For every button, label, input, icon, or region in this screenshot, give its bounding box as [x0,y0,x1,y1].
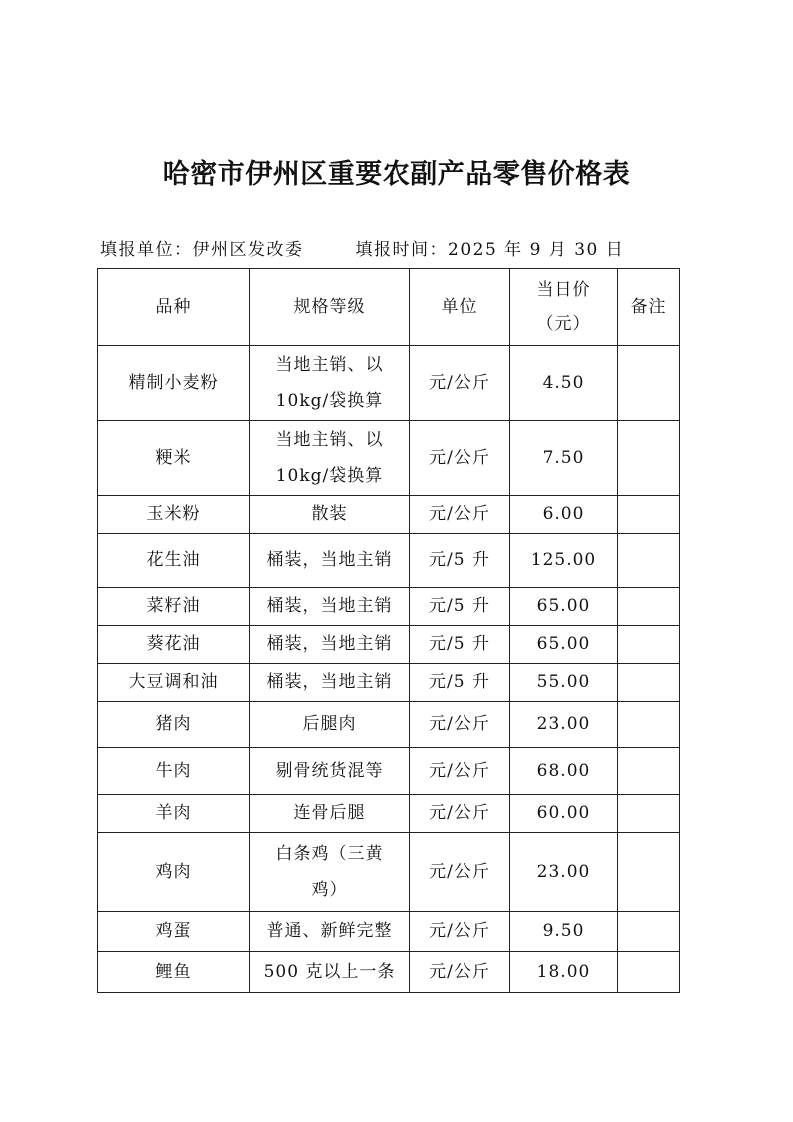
time-label: 填报时间： [355,240,448,260]
table-row [98,664,680,702]
row-name: 鲤鱼 [98,952,250,993]
row-note [618,626,680,664]
row-price: 9.50 [510,912,618,952]
row-unit: 元/公斤 [410,952,510,993]
row-spec: 当地主销、以10kg/袋换算 [250,346,410,421]
row-price: 4.50 [510,346,618,421]
row-note [618,912,680,952]
row-note [618,421,680,496]
row-price: 68.00 [510,748,618,795]
row-price: 55.00 [510,664,618,702]
row-unit: 元/5 升 [410,664,510,702]
row-name: 粳米 [98,421,250,496]
row-price: 7.50 [510,421,618,496]
table-row [98,912,680,952]
row-note [618,952,680,993]
table-row [98,534,680,588]
row-name: 牛肉 [98,748,250,795]
row-price: 65.00 [510,588,618,626]
row-spec: 桶装，当地主销 [250,664,410,702]
row-unit: 元/公斤 [410,702,510,748]
row-spec: 500 克以上一条 [250,952,410,993]
row-note [618,702,680,748]
header-name: 品种 [98,269,250,346]
row-price: 60.00 [510,795,618,833]
row-note [618,795,680,833]
table-row [98,702,680,748]
table-row [98,952,680,993]
row-spec: 剔骨统货混等 [250,748,410,795]
unit-label: 填报单位： [100,240,193,260]
row-unit: 元/5 升 [410,534,510,588]
table-row [98,748,680,795]
header-row [98,269,680,346]
row-name: 鸡蛋 [98,912,250,952]
row-name: 大豆调和油 [98,664,250,702]
row-note [618,496,680,534]
row-note [618,588,680,626]
row-note [618,346,680,421]
header-note: 备注 [618,269,680,346]
report-meta [100,235,700,260]
row-note [618,534,680,588]
row-spec: 当地主销、以10kg/袋换算 [250,421,410,496]
row-price: 23.00 [510,702,618,748]
table-row [98,833,680,912]
row-price: 65.00 [510,626,618,664]
row-note [618,664,680,702]
row-spec: 普通、新鲜完整 [250,912,410,952]
row-spec: 后腿肉 [250,702,410,748]
row-unit: 元/公斤 [410,496,510,534]
row-spec: 桶装，当地主销 [250,588,410,626]
row-name: 精制小麦粉 [98,346,250,421]
row-note [618,748,680,795]
table-row [98,626,680,664]
row-name: 葵花油 [98,626,250,664]
row-name: 猪肉 [98,702,250,748]
row-unit: 元/公斤 [410,912,510,952]
header-spec: 规格等级 [250,269,410,346]
page-title: 哈密市伊州区重要农副产品零售价格表 [162,159,631,190]
row-note [618,833,680,912]
table-row [98,421,680,496]
time-value: 2025 年 9 月 30 日 [448,240,625,260]
table-row [98,496,680,534]
row-spec: 桶装，当地主销 [250,626,410,664]
table-row [98,346,680,421]
row-unit: 元/5 升 [410,588,510,626]
row-price: 23.00 [510,833,618,912]
table-row [98,588,680,626]
row-spec: 连骨后腿 [250,795,410,833]
row-unit: 元/公斤 [410,346,510,421]
row-spec: 白条鸡（三黄鸡） [250,833,410,912]
row-unit: 元/公斤 [410,748,510,795]
row-price: 18.00 [510,952,618,993]
row-name: 羊肉 [98,795,250,833]
row-unit: 元/公斤 [410,833,510,912]
row-name: 花生油 [98,534,250,588]
header-price: 当日价（元） [510,269,618,346]
price-table [97,268,680,993]
row-unit: 元/公斤 [410,795,510,833]
header-unit: 单位 [410,269,510,346]
row-price: 6.00 [510,496,618,534]
row-unit: 元/5 升 [410,626,510,664]
table-row [98,795,680,833]
row-name: 菜籽油 [98,588,250,626]
row-spec: 桶装，当地主销 [250,534,410,588]
row-price: 125.00 [510,534,618,588]
row-name: 鸡肉 [98,833,250,912]
row-unit: 元/公斤 [410,421,510,496]
unit-value: 伊州区发改委 [192,240,304,260]
row-name: 玉米粉 [98,496,250,534]
row-spec: 散装 [250,496,410,534]
